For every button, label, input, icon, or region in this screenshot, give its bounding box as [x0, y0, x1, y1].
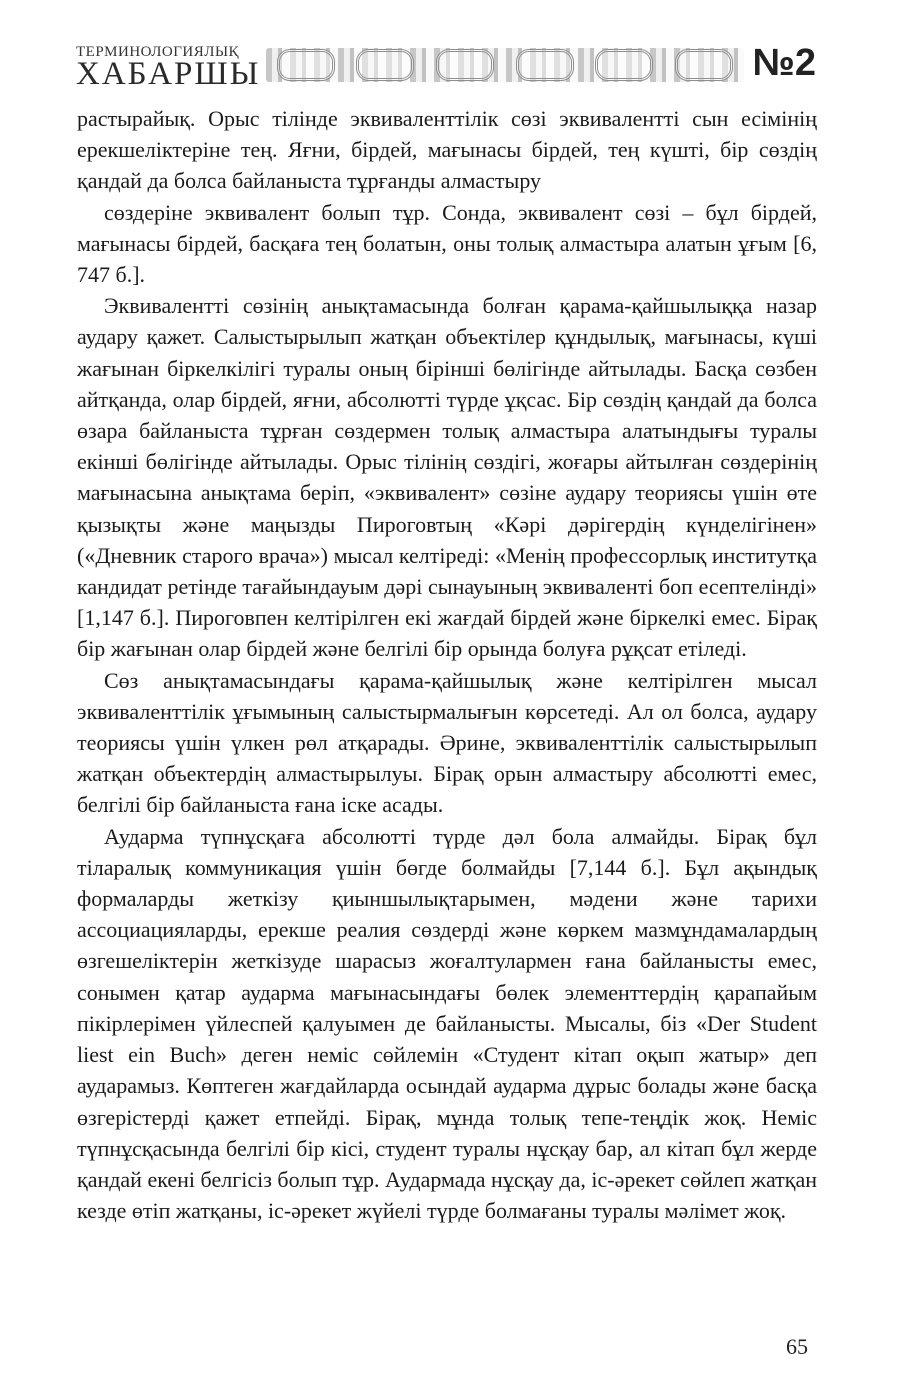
ornament-knot-icon — [595, 49, 653, 81]
paragraph: Эквивалентті сөзінің анықтамасында болған қарама-қайшылыққа назар аудару қажет. Салыстырылып жатқан объектілер құндылық, мағынасы, күші жағынан біркелкілігі туралы оның бірінші бөлігінде айтылады. Басқа сөзбен айтқанда, олар бірдей, яғни, абсолютті түрде ұқсас. Бір сөздің қандай да болса өзара байланыста тұрған сөздермен толық алмастыра алатындығы туралы екінші бөлігінде айтылады. Орыс тілінің сөздігі, жоғары айтылған сөздерінің мағынасына анықтама беріп, «эквивалент» сөзіне аудару теориясы үшін өте қызықты және маңызды Пироговтың «Кәрі дәрігердің күнделігінен» («Дневник старого врача») мысал келтіреді: «Менің профессорлық институтқа кандидат ретінде тағайындауым дәрі сынауының эквиваленті боп есептелінді» [1,147 б.]. Пироговпен келтірілген екі жағдай бірдей және біркелкі емес. Бірақ бір жағынан олар бірдей және белгілі бір орында болуға рұқсат етіледі. — [77, 293, 817, 662]
paragraph: Сөз анықтамасындағы қарама-қайшылық және келтірілген мысал эквиваленттілік ұғымының салыстырмалығын көрсетеді. Ал ол болса, аудару теориясы үшін үлкен рөл атқарады. Әрине, эквиваленттілік салыстырылып жатқан объектердің алмастырылуы. Бірақ орын алмастыру абсолютті емес, белгілі бір байланыста ғана іске асады. — [77, 667, 817, 818]
paragraph: Аударма түпнұсқаға абсолютті түрде дәл бола алмайды. Бірақ бұл тіларалық коммуникация үшін бөгде болмайды [7,144 б.]. Бұл ақындық формаларды жеткізу қиыншылықтарымен, мәдени және тарихи ассоциацияларды, ерекше реалия сөздерді және көркем мазмұндамалардың өзгешеліктерін жеткізуде шарасыз жоғалтулармен ғана байланысты емес, сонымен қатар аударма мағынасындағы бөлек элементтердің қарапайым пікірлерімен үйлеспей қалуымен де байланысты. Мысалы, біз «Der Student liest ein Buch» деген неміс сөйлемін «Студент кітап оқып жатыр» деп аударамыз. Көптеген жағдайларда осындай аударма дұрыс болады және басқа өзгерістерді қажет етпейді. Бірақ, мұнда толық тепе-теңдік жоқ. Неміс түпнұсқасында белгілі бір кісі, студент туралы нұсқау бар, ал кітап бұл жерде қандай екені белгісіз болып тұр. Аудармада нұсқау да, іс-әрекет сөйлеп жатқан кезде өтіп жатқаны, іс-әрекет жүйелі түрде болмағаны туралы мәлімет жоқ. — [77, 823, 817, 1224]
page-number: 65 — [786, 1334, 808, 1359]
ornament-band — [266, 48, 744, 82]
journal-subtitle: ТЕРМИНОЛОГИЯЛЫҚ — [76, 44, 240, 60]
ornament-knot-icon — [436, 49, 494, 81]
ornament-knot-icon — [675, 49, 733, 81]
article-body — [77, 103, 817, 1226]
paragraph: растырайық. Орыс тілінде эквиваленттілік сөзі эквивалентті сын есімінің ерекшеліктеріне тең. Яғни, бірдей, мағынасы бірдей, тең күшті, бір сөздің қандай да болса байланыста тұрғанды алмастыру — [77, 106, 817, 194]
ornament-knot-icon — [277, 49, 335, 81]
running-header — [76, 40, 816, 98]
journal-title: ХАБАРШЫ — [76, 56, 261, 92]
paragraph: сөздеріне эквивалент болып тұр. Сонда, эквивалент сөзі – бұл бірдей, мағынасы бірдей, басқаға тең болатын, оны толық алмастыра алатын ұғым [6, 747 б.]. — [77, 199, 817, 288]
issue-number: №2 — [752, 42, 816, 84]
ornament-knot-icon — [516, 49, 574, 81]
ornament-knot-icon — [356, 49, 414, 81]
